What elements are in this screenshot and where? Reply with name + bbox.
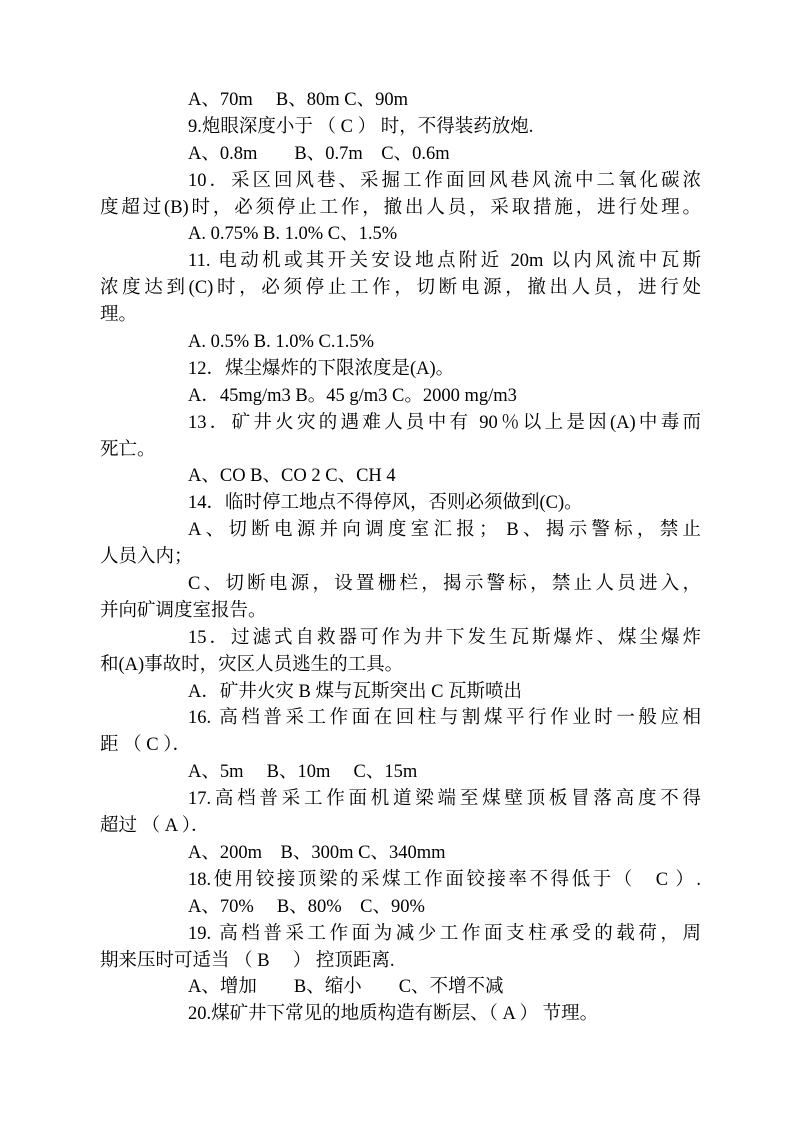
answer-options-q14-line-4: 并向矿调度室报告。 [100, 600, 267, 621]
question-12: 12．煤尘爆炸的下限浓度是(A)。 [188, 358, 455, 379]
question-20: 20.煤矿井下常见的地质构造有断层、（ A ） 节理。 [188, 1004, 599, 1025]
answer-options-q10: A. 0.75% B. 1.0% C、1.5% [188, 224, 398, 245]
question-9: 9.炮眼深度小于 （ C ） 时，不得装药放炮. [188, 116, 534, 137]
answer-options-q18: A、70% B、80% C、90% [188, 896, 425, 917]
question-10-line-2: 度超过(B)时，必须停止工作，撤出人员，采取措施，进行处理。 [100, 197, 701, 218]
answer-options-q14-line-1: A、切断电源并向调度室汇报； B、揭示警标，禁止 [188, 520, 701, 541]
answer-options-q16: A、5m B、10m C、15m [188, 762, 418, 783]
question-15-line-1: 15．过滤式自救器可作为井下发生瓦斯爆炸、煤尘爆炸 [188, 627, 701, 648]
question-11-line-1: 11. 电动机或其开关安设地点附近 20m 以内风流中瓦斯 [188, 251, 701, 272]
answer-options-q8: A、70m B、80m C、90m [188, 90, 408, 110]
question-17-line-2: 超过 （ A ）． [100, 816, 210, 837]
question-19-line-1: 19. 高档普采工作面为减少工作面支柱承受的载荷，周 [188, 923, 701, 944]
answer-options-q12: A．45mg/m3 B。45 g/m3 C。2000 mg/m3 [188, 385, 517, 406]
question-10-line-1: 10．采区回风巷、采掘工作面回风巷风流中二氧化碳浓 [188, 170, 701, 191]
answer-options-q13: A、CO B、CO 2 C、CH 4 [188, 466, 396, 487]
answer-options-q19: A、增加 B、缩小 C、不增不减 [188, 977, 504, 998]
question-17-line-1: 17.高档普采工作面机道梁端至煤壁顶板冒落高度不得 [188, 789, 701, 810]
question-11-line-2: 浓度达到(C)时，必须停止工作，切断电源，撤出人员，进行处 [100, 278, 701, 299]
question-19-line-2: 期来压时可适当 （ B ） 控顶距离. [100, 950, 395, 971]
answer-options-q9: A、0.8m B、0.7m C、0.6m [188, 143, 450, 164]
question-18: 18.使用铰接顶梁的采煤工作面铰接率不得低于（ C ）. [188, 869, 701, 890]
question-15-line-2: 和(A)事故时，灾区人员逃生的工具。 [100, 654, 404, 675]
question-16-line-1: 16. 高档普采工作面在回柱与割煤平行作业时一般应相 [188, 708, 701, 729]
answer-options-q14-line-2: 人员入内； [100, 547, 193, 568]
document-page [100, 87, 701, 1028]
answer-options-q15: A．矿井火灾 B 煤与瓦斯突出 C 瓦斯喷出 [188, 681, 523, 702]
question-16-line-2: 距 （ C ）． [100, 735, 191, 756]
answer-options-q14-line-3: C、切断电源，设置栅栏，揭示警标，禁止人员进入， [188, 574, 701, 595]
answer-options-q11: A. 0.5% B. 1.0% C.1.5% [188, 332, 375, 353]
question-11-line-3: 理。 [100, 305, 138, 326]
answer-options-q17: A、200m B、300m C、340mm [188, 842, 446, 863]
question-13-line-1: 13．矿井火灾的遇难人员中有 90％以上是因(A)中毒而 [188, 412, 701, 433]
question-13-line-2: 死亡。 [100, 439, 156, 460]
question-14: 14．临时停工地点不得停风，否则必须做到(C)。 [188, 493, 583, 514]
